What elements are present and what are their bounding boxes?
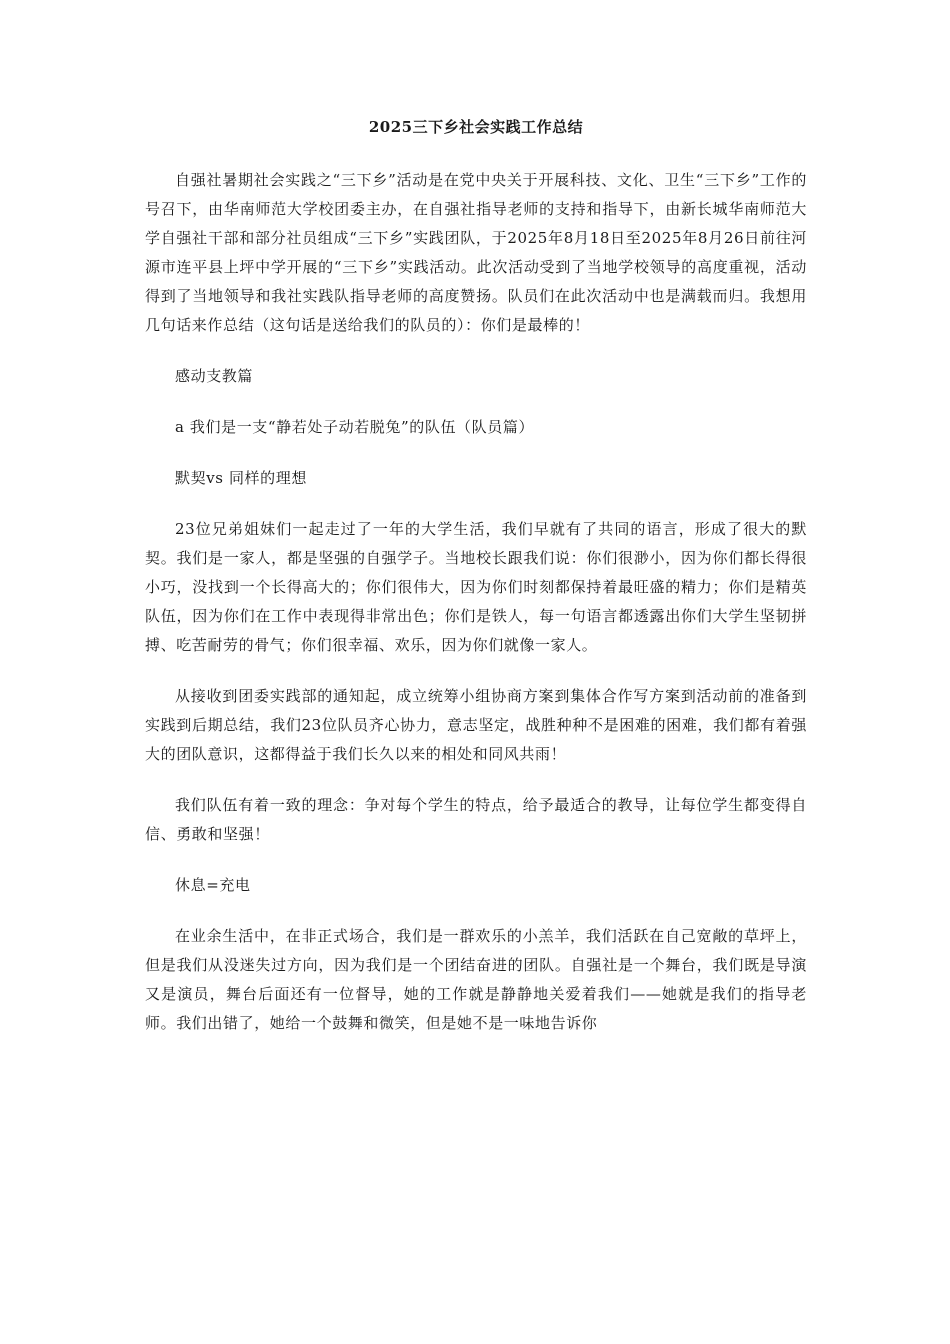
document-title: 2025三下乡社会实践工作总结: [368, 118, 584, 136]
paragraph-intro: 自强社暑期社会实践之“三下乡”活动是在党中央关于开展科技、文化、卫生“三下乡”工作的号召下，由华南师范大学校团委主办，在自强社指导老师的支持和指导下，由新长城华南师范大学自强社干部和部分社员组成“三下乡”实践团队，于2025年8月18日至2025年8月26日前往河源市连平县上坪中学开展的“三下乡”实践活动。此次活动受到了当地学校领导的高度重视，活动得到了当地领导和我社实践队指导老师的高度赞扬。队员们在此次活动中也是满载而归。我想用几句话来作总结（这句话是送给我们的队员的）：你们是最棒的！: [145, 171, 807, 334]
paragraph-leisure: 在业余生活中，在非正式场合，我们是一群欢乐的小羔羊，我们活跃在自己宽敞的草坪上，但是我们从没迷失过方向，因为我们是一个团结奋进的团队。自强社是一个舞台，我们既是导演又是演员，舞台后面还有一位督导，她的工作就是静静地关爱着我们——她就是我们的指导老师。我们出错了，她给一个鼓舞和微笑，但是她不是一味地告诉你: [145, 927, 807, 1032]
document-body: [145, 166, 807, 1060]
subsection-heading-tacit: 默契vs 同样的理想: [175, 469, 307, 487]
subsection-heading-rest: 休息=充电: [175, 876, 251, 894]
paragraph-family: 23位兄弟姐妹们一起走过了一年的大学生活，我们早就有了共同的语言，形成了很大的默契。我们是一家人，都是坚强的自强学子。当地校长跟我们说：你们很渺小，因为你们都长得很小巧，没找到一个长得高大的；你们很伟大，因为你们时刻都保持着最旺盛的精力；你们是精英队伍，因为你们在工作中表现得非常出色；你们是铁人，每一句语言都透露出你们大学生坚韧拼搏、吃苦耐劳的骨气；你们很幸福、欢乐，因为你们就像一家人。: [145, 520, 807, 654]
paragraph-cooperation: 从接收到团委实践部的通知起，成立统筹小组协商方案到集体合作写方案到活动前的准备到实践到后期总结，我们23位队员齐心协力，意志坚定，战胜种种不是困难的困难，我们都有着强大的团队意识，这都得益于我们长久以来的相处和同风共雨！: [145, 687, 807, 763]
paragraph-philosophy: 我们队伍有着一致的理念：争对每个学生的特点，给予最适合的教导，让每位学生都变得自信、勇敢和坚强！: [145, 796, 807, 843]
subsection-heading-team: a 我们是一支“静若处子动若脱兔”的队伍（队员篇）: [175, 418, 535, 436]
section-heading-teaching: 感动支教篇: [175, 367, 254, 385]
